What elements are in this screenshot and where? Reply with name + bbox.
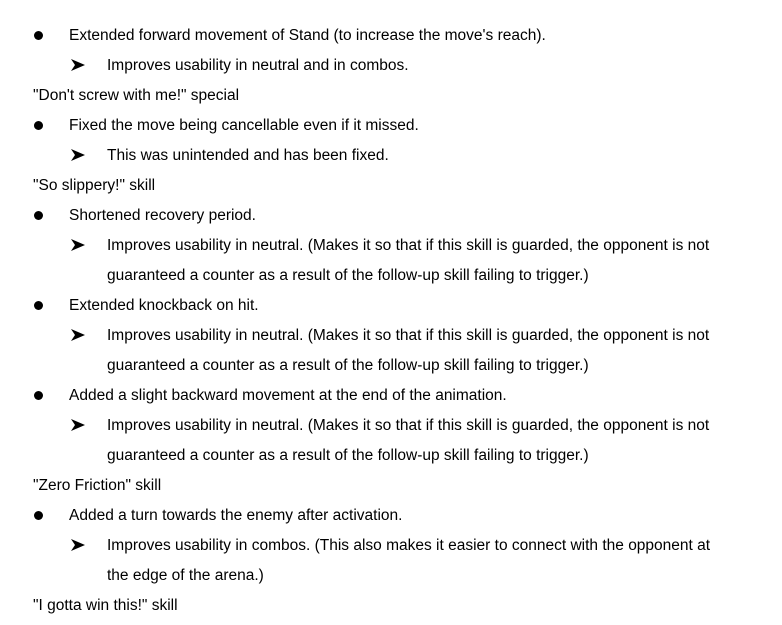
sub-item-text: Improves usability in neutral and in combos.: [107, 57, 409, 74]
section-heading: "Don't screw with me!" special: [33, 87, 240, 104]
sub-item-text: Improves usability in combos. (This also makes it easier to connect with the opponent at: [107, 537, 711, 554]
sub-item-continuation: guaranteed a counter as a result of the follow-up skill failing to trigger.): [107, 357, 589, 374]
bullet-icon: [34, 511, 43, 520]
sub-item-text: This was unintended and has been fixed.: [107, 147, 389, 164]
bullet-text: Shortened recovery period.: [69, 207, 256, 224]
bullet-icon: [34, 211, 43, 220]
sub-item-text: Improves usability in neutral. (Makes it so that if this skill is guarded, the opponent is not: [107, 327, 710, 344]
bullet-icon: [34, 121, 43, 130]
sub-item-continuation: guaranteed a counter as a result of the follow-up skill failing to trigger.): [107, 447, 589, 464]
bullet-text: Extended forward movement of Stand (to increase the move's reach).: [69, 27, 546, 44]
sub-item-continuation: the edge of the arena.): [107, 567, 264, 584]
bullet-text: Added a turn towards the enemy after activation.: [69, 507, 403, 524]
bullet-text: Added a slight backward movement at the end of the animation.: [69, 387, 507, 404]
arrow-bullet-icon: [71, 329, 85, 341]
section-heading: "Zero Friction" skill: [33, 477, 162, 494]
bullet-icon: [34, 31, 43, 40]
sub-item-text: Improves usability in neutral. (Makes it so that if this skill is guarded, the opponent is not: [107, 417, 710, 434]
bullet-icon: [34, 391, 43, 400]
sub-item-text: Improves usability in neutral. (Makes it so that if this skill is guarded, the opponent is not: [107, 237, 710, 254]
bullet-text: Fixed the move being cancellable even if it missed.: [69, 117, 419, 134]
arrow-bullet-icon: [71, 149, 85, 161]
bullet-text: Extended knockback on hit.: [69, 297, 259, 314]
section-heading: "So slippery!" skill: [33, 177, 156, 194]
section-heading: "I gotta win this!" skill: [33, 597, 178, 614]
arrow-bullet-icon: [71, 539, 85, 551]
bullet-icon: [34, 301, 43, 310]
arrow-bullet-icon: [71, 239, 85, 251]
arrow-bullet-icon: [71, 419, 85, 431]
arrow-bullet-icon: [71, 59, 85, 71]
sub-item-continuation: guaranteed a counter as a result of the follow-up skill failing to trigger.): [107, 267, 589, 284]
